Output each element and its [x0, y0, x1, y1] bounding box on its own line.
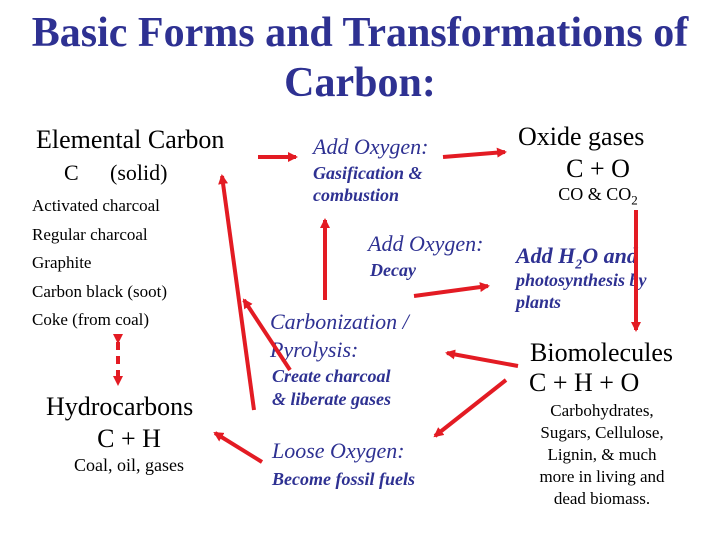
hydrocarbons-formula: C + H [97, 424, 161, 453]
oxide-examples: CO & $CO_2$ [558, 184, 638, 208]
add-oxygen-combustion-label: Add Oxygen: [313, 134, 429, 159]
carbonization-label: Carbonization / [270, 309, 409, 334]
list-item: Carbon black (soot) [32, 281, 168, 301]
list-item: dead biomass. [553, 489, 651, 508]
combustion-text: combustion [313, 185, 400, 205]
page-title: Basic Forms and Transformations of Carbon: [31, 10, 689, 106]
hydrocarbons-heading: Hydrocarbons [46, 392, 194, 421]
elemental-carbon-state: (solid) [110, 160, 168, 185]
oxide-formula: C + O [566, 154, 630, 183]
list-item: more in living and [539, 467, 665, 486]
add-water-label: Add $H_2O$ and [516, 243, 638, 273]
list-item: Lignin, & much [547, 445, 657, 464]
decay-text: Decay [370, 260, 416, 280]
biomolecules-formula: C + H + O [529, 368, 640, 397]
list-item: Regular charcoal [32, 224, 148, 244]
create-charcoal-text: Create charcoal [272, 366, 391, 386]
arrow-long-diagonal [244, 300, 290, 370]
arrow-combustion-to-oxide [443, 152, 505, 157]
arrow-hydrocarbons-to-elemental [222, 176, 254, 410]
arrow-decay-to-oxide [414, 286, 488, 296]
list-item: Sugars, Cellulose, [540, 423, 664, 442]
hydrocarbons-examples: Coal, oil, gases [74, 455, 184, 475]
list-item: Coke (from coal) [32, 310, 150, 329]
arrow-loose-oxygen-to-hydrocarbons [215, 433, 262, 462]
elemental-carbon-formula: C [64, 160, 79, 185]
loose-oxygen-label: Loose Oxygen: [272, 438, 405, 463]
liberate-gases-text: & liberate gases [272, 389, 391, 409]
arrow-biomolecules-to-loose-oxygen [435, 380, 506, 436]
oxide-gases-heading: Oxide gases [518, 122, 645, 151]
biomolecules-heading: Biomolecules [530, 338, 673, 367]
photosynthesis-text: photosynthesis by [516, 270, 647, 290]
arrow-biomolecules-to-pyrolysis [447, 353, 518, 366]
gasification-text: Gasification & [313, 163, 423, 183]
list-item: Carbohydrates, [550, 401, 654, 420]
list-item: Activated charcoal [32, 196, 160, 215]
pyrolysis-label: Pyrolysis: [270, 337, 359, 362]
elemental-carbon-heading: Elemental Carbon [36, 125, 225, 154]
add-oxygen-decay-label: Add Oxygen: [368, 231, 484, 256]
fossil-fuels-text: Become fossil fuels [272, 469, 415, 489]
plants-text: plants [516, 292, 562, 312]
list-item: Graphite [32, 253, 92, 272]
